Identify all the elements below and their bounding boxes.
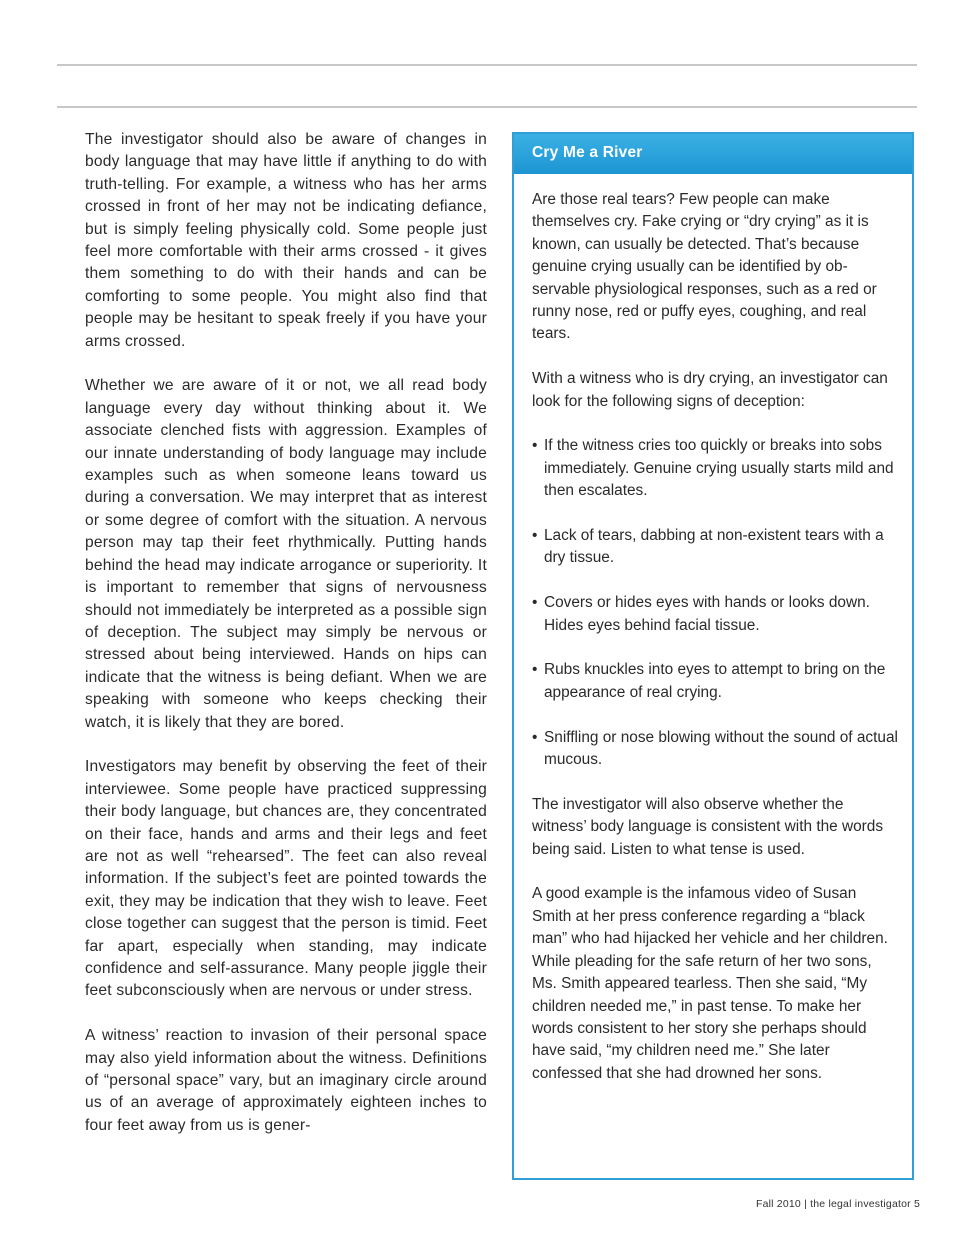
bullet-text: Rubs knuckles into eyes to attempt to bring on the appearance of real crying.	[544, 661, 886, 701]
article-paragraph: Investigators may benefit by observing the feet of their interviewee. Some people have practiced suppressing their body language, but chances are, they concentrated on their face, hands and arms and their legs and feet are not as well “rehearsed”. The feet can also reveal information. If the subject’s feet are pointed towards the exit, they may be indication that they wish to leave. Feet close together can suggest that the person is timid. Feet far apart, especially when standing, may indicate confidence and self-assurance. Many people jiggle their feet subconsciously when are nervous or under stress.	[85, 758, 487, 1000]
sidebar-body	[514, 174, 912, 1085]
sidebar-bullet-item	[532, 525, 898, 570]
sidebar-bullet-item	[532, 659, 898, 704]
bullet-icon: •	[532, 594, 538, 612]
article-paragraph: The investigator should also be aware of changes in body language that may have little if anything to do with truth-telling. For example, a witness who has her arms crossed in front of her may not be indicating defiance, but is simply feeling physically cold. Some people just feel more comfortable with their arms crossed - it gives them something to do with their hands and can be comforting to some people. You might also find that people may be hesitant to speak freely if you have your arms crossed.	[85, 131, 487, 350]
bullet-text: Sniffling or nose blowing without the sound of actual mucous.	[544, 728, 898, 769]
sidebar-paragraph: Are those real tears? Few people can make themselves cry. Fake crying or “dry crying” as it is known, can usually be detected. That’s because genuine crying usually can be identified by observable physiological responses, such as a red or runny nose, red or puffy eyes, coughing, and real tears.	[532, 191, 877, 343]
sidebar-header	[514, 134, 912, 174]
sidebar-title: Cry Me a River	[532, 144, 643, 161]
bullet-icon: •	[532, 661, 538, 679]
top-rule	[57, 64, 917, 66]
bullet-icon: •	[532, 728, 538, 746]
sidebar-bullet-item	[532, 435, 898, 502]
header-rule	[57, 106, 917, 108]
sidebar-paragraph: With a witness who is dry crying, an investigator can look for the following signs of deception:	[532, 370, 888, 410]
page-footer: Fall 2010 | the legal investigator 5	[755, 1198, 920, 1210]
bullet-icon: •	[532, 527, 538, 545]
bullet-text: Lack of tears, dabbing at non-existent tears with a dry tissue.	[544, 527, 884, 567]
sidebar-bullet-item	[532, 592, 898, 637]
article-paragraph: Whether we are aware of it or not, we all read body language every day without thinking about it. We associate clenched fists with aggression. Examples of our innate understanding of body language may include examples such as when someone leans toward us during a conversation. We may interpret that as interest or some degree of comfort with the situation. A nervous person may tap their feet rhythmically. Putting hands behind the head may indicate arrogance or superiority. It is important to remember that signs of nervousness should not immediately be interpreted as a possible sign of deception. The subject may simply be nervous or stressed about being interviewed. Hands on hips can indicate that the witness is being defiant. When we are speaking with someone who keeps checking their watch, it is likely that they are bored.	[85, 377, 487, 731]
bullet-text: If the witness cries too quickly or breaks into sobs immediately. Genuine crying usually starts mild and then escalates.	[544, 437, 894, 500]
sidebar-bullet-item	[532, 727, 898, 772]
main-article-column	[85, 129, 487, 1160]
bullet-icon: •	[532, 437, 538, 455]
sidebar-paragraph: A good example is the infamous video of Susan Smith at her press conference regarding a “black man” who had hijacked her vehicle and her children. While pleading for the safe return of her two sons, Ms. Smith appeared tearless. Then she said, “My children needed me,” in past tense. To make her words consistent to her story she perhaps should have said, “my children need me.” She later confessed that she had drowned her sons.	[532, 885, 888, 1082]
article-paragraph: A witness’ reaction to invasion of their personal space may also yield information about the witness. Definitions of “personal space” vary, but an imaginary circle around us of an average of approximately eighteen inches to four feet away from us is gener-	[85, 1027, 487, 1134]
bullet-text: Covers or hides eyes with hands or looks down. Hides eyes behind facial tissue.	[544, 594, 870, 634]
sidebar-box	[512, 132, 914, 1180]
sidebar-paragraph: The investigator will also observe whether the witness’ body language is consistent with the words being said. Listen to what tense is used.	[532, 795, 884, 858]
